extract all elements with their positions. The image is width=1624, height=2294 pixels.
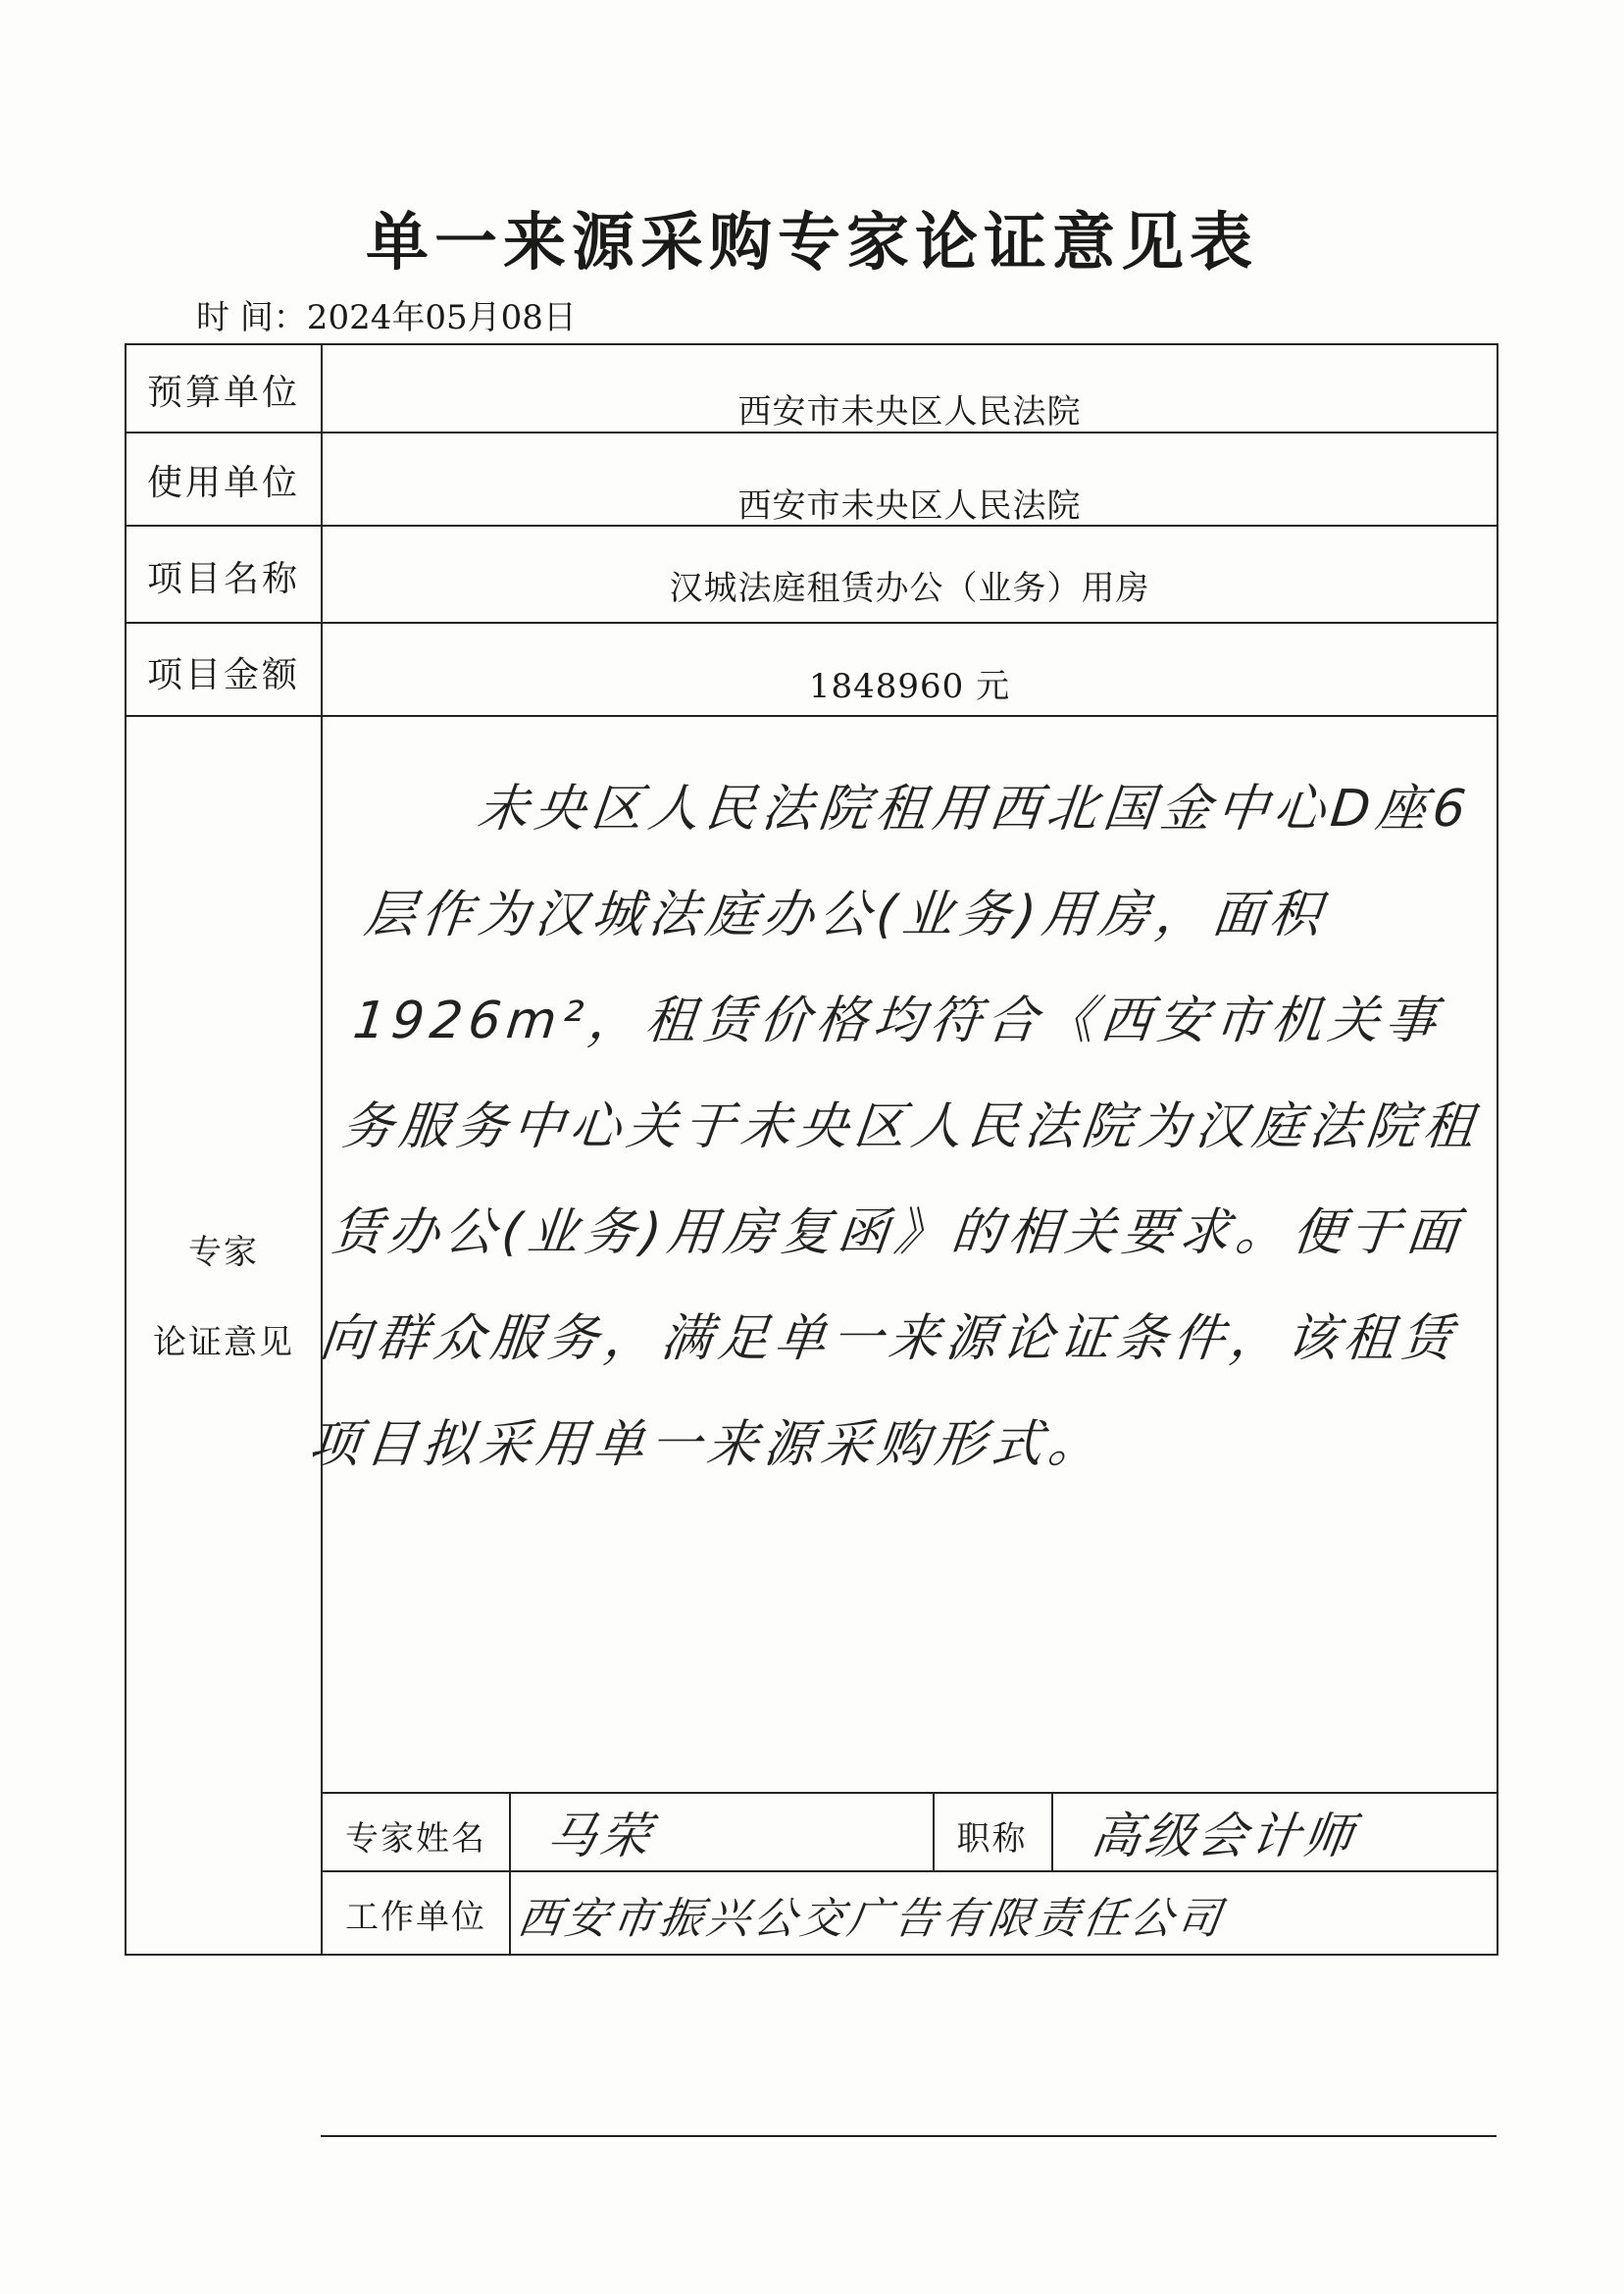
expert-name-value: 马荣 xyxy=(543,1808,658,1864)
row-divider xyxy=(127,622,1497,624)
employer-label: 工作单位 xyxy=(345,1898,486,1937)
opinion-label-line2: 论证意见 xyxy=(153,1323,294,1362)
expert-divider-3 xyxy=(1051,1792,1053,1870)
budget-unit-label: 预算单位 xyxy=(146,373,300,413)
document-title: 单一来源采购专家论证意见表 xyxy=(366,206,1258,280)
opinion-handwritten-text: 未央区人民法院租用西北国金中心D座6层作为汉城法庭办公(业务)用房，面积1926m²，租赁价格均符合《西安市机关事务服务中心关于未央区人民法院为汉庭法院租赁办公(业务)用房复函》的相关要求。便于面向群众服务，满足单一来源论证条件，该租赁项目拟采用单一来源采购形式。 xyxy=(305,780,1484,1474)
opinion-form xyxy=(125,343,1498,1956)
expert-top-line xyxy=(321,2135,1497,2137)
project-amount-value: 1848960 元 xyxy=(808,667,1011,706)
expert-name-label: 专家姓名 xyxy=(345,1819,486,1859)
budget-unit-value: 西安市未央区人民法院 xyxy=(737,392,1082,432)
opinion-section xyxy=(127,717,1497,1954)
project-name-label: 项目名称 xyxy=(146,559,300,599)
employer-value: 西安市振兴公交广告有限责任公司 xyxy=(514,1894,1228,1944)
project-name-value: 汉城法庭租赁办公（业务）用房 xyxy=(669,569,1150,608)
document-date: 时 间：2024年05月08日 xyxy=(196,298,577,337)
expert-top-line xyxy=(321,1792,1497,1794)
expert-mid-line xyxy=(321,1870,1497,1872)
expert-title-value: 高级会计师 xyxy=(1088,1808,1361,1864)
project-amount-label: 项目金额 xyxy=(146,655,300,695)
user-unit-label: 使用单位 xyxy=(146,463,300,503)
opinion-label xyxy=(127,1207,321,1388)
user-unit-value: 西安市未央区人民法院 xyxy=(737,486,1082,526)
opinion-label-line1: 专家 xyxy=(188,1233,259,1272)
expert-title-label: 职称 xyxy=(956,1819,1028,1859)
expert-divider-1 xyxy=(509,1792,511,1954)
